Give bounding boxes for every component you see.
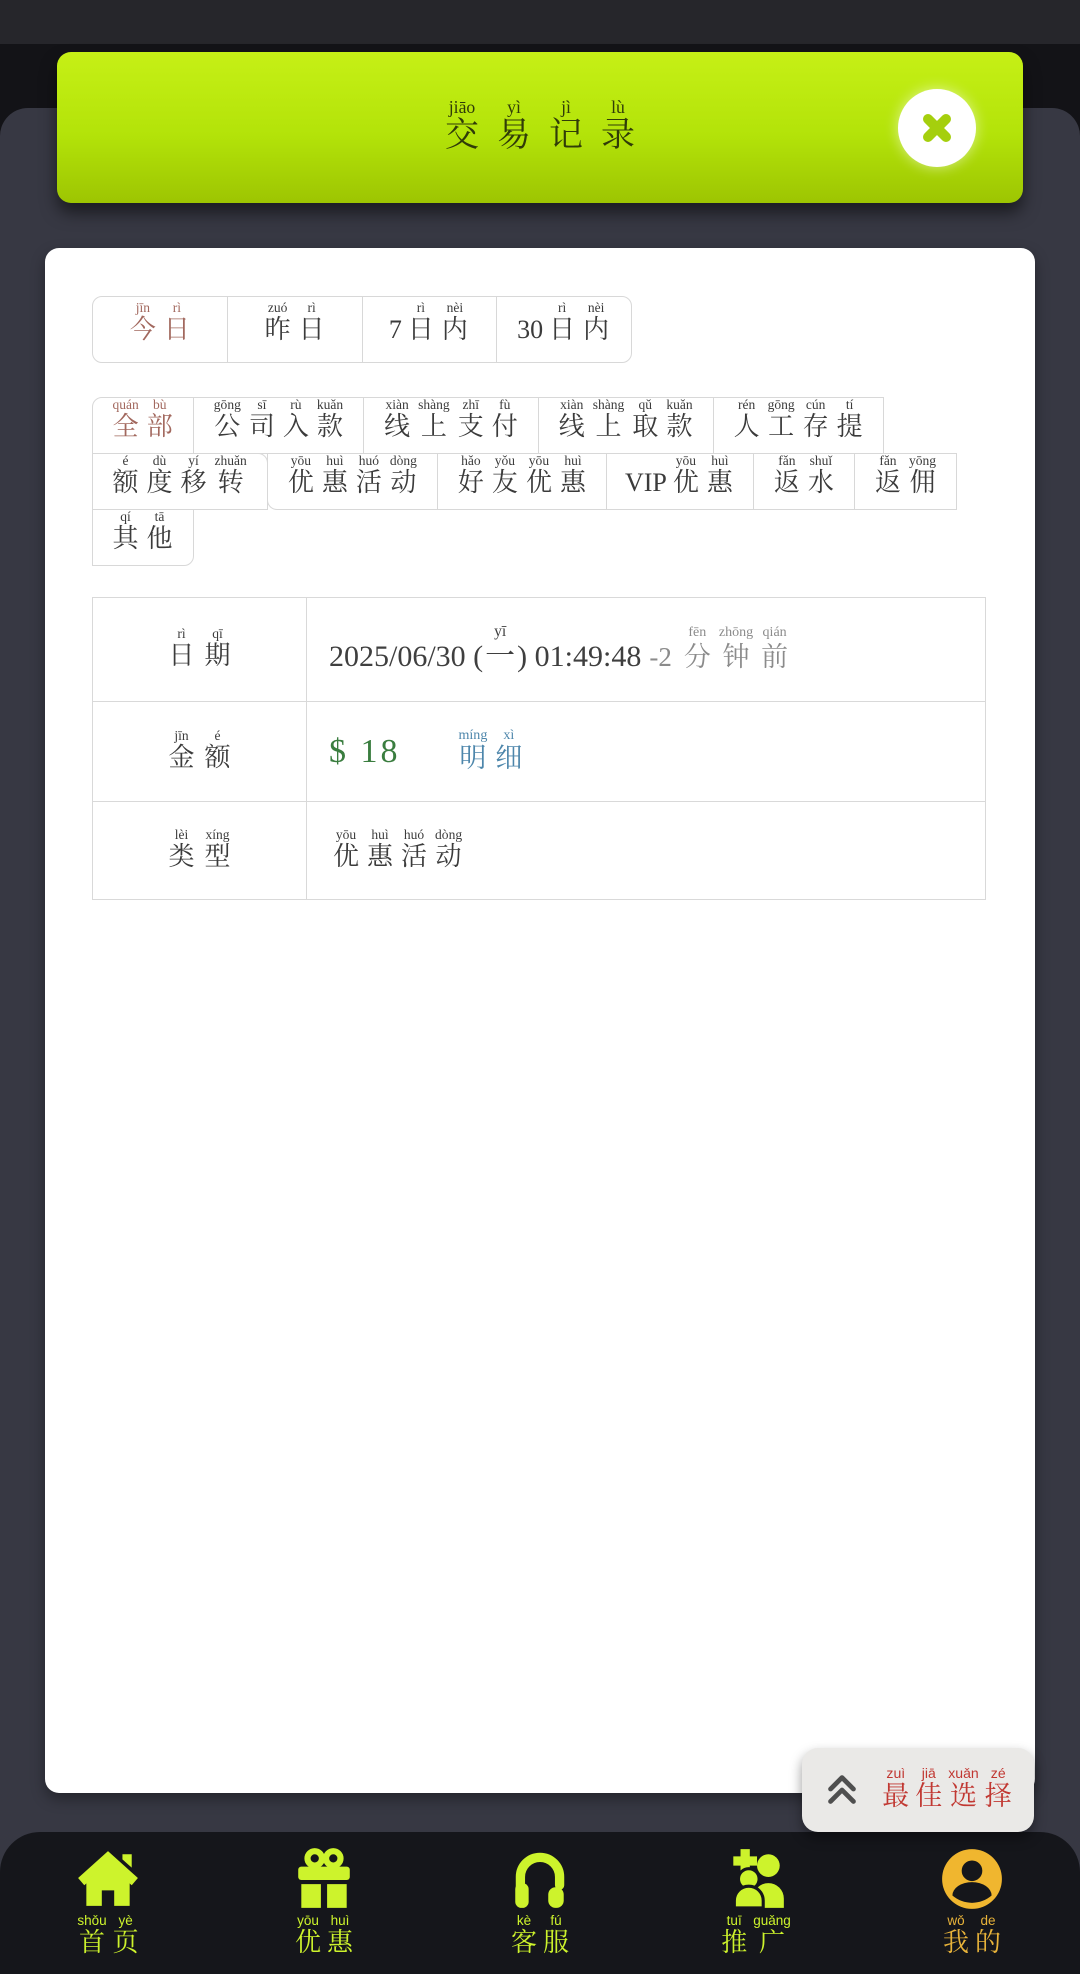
chevrons-up-icon <box>821 1769 863 1811</box>
minutes-ago-number: -2 <box>649 642 672 672</box>
nav-item-support[interactable] <box>432 1848 648 1959</box>
modal-title: 交jiāo易yì记jì录lù <box>445 97 635 154</box>
nav-item-home[interactable] <box>0 1848 216 1959</box>
tab-all[interactable]: 全quán部bù <box>92 397 194 454</box>
headset-icon <box>507 1848 573 1910</box>
type-value-cell <box>307 802 985 899</box>
tab-online-payment[interactable]: 线xiàn上shàng支zhī付fù <box>363 397 539 454</box>
home-icon <box>75 1848 141 1910</box>
table-row-date <box>93 598 985 701</box>
gift-icon <box>291 1848 357 1910</box>
tab-other[interactable]: 其qí他tā <box>92 509 194 566</box>
tab-rebate[interactable]: 返fǎn水shuǐ <box>753 453 855 510</box>
date-weekday: 一yī <box>485 623 516 673</box>
profile-icon <box>939 1848 1005 1910</box>
table-row-type <box>93 801 985 899</box>
type-value: 优yōu惠huì活huó动dòng <box>333 827 463 871</box>
table-row-amount <box>93 701 985 801</box>
close-icon <box>915 106 959 150</box>
amount-label: 金jīn 额é <box>93 702 307 801</box>
tab-commission[interactable]: 返fǎn佣yōng <box>854 453 957 510</box>
tab-vip-bonus[interactable]: VIP 优yōu惠huì <box>606 453 754 510</box>
date-time-text: ) 01:49:48 <box>517 640 642 673</box>
tab-promo-activity[interactable]: 优yōu惠huì活huó动dòng <box>267 453 438 510</box>
tab-online-withdrawal[interactable]: 线xiàn上shàng取qǔ款kuǎn <box>538 397 714 454</box>
nav-item-referral[interactable] <box>648 1848 864 1959</box>
nav-label-referral: 推tuī广guǎng <box>721 1912 791 1957</box>
modal-header <box>57 52 1023 203</box>
back-to-top-label: 最zuì佳jiā选xuǎn择zé <box>882 1765 1012 1811</box>
tab-company-deposit[interactable]: 公gōng司sī入rù款kuǎn <box>193 397 364 454</box>
nav-label-promotions: 优yōu惠huì <box>294 1912 354 1957</box>
minutes-ago-text: 分fēn钟zhōng前qián <box>683 624 789 672</box>
nav-item-profile[interactable] <box>864 1848 1080 1959</box>
status-bar-strip <box>0 0 1080 44</box>
nav-label-profile: 我wǒ的de <box>942 1912 1002 1957</box>
amount-value-cell <box>307 702 985 801</box>
back-to-top-button[interactable] <box>802 1748 1034 1832</box>
tab-manual-deposit-withdraw[interactable]: 人rén工gōng存cún提tí <box>713 397 884 454</box>
tab-yesterday[interactable]: 昨zuó日rì <box>227 297 362 362</box>
date-value <box>307 598 985 701</box>
tab-friend-bonus[interactable]: 好hǎo友yǒu优yōu惠huì <box>437 453 607 510</box>
type-label: 类lèi 型xíng <box>93 802 307 899</box>
tab-30-days[interactable]: 30 日rì内nèi <box>496 297 631 362</box>
tab-credit-transfer[interactable]: 额é度dù移yí转zhuǎn <box>92 453 268 510</box>
bottom-nav <box>0 1832 1080 1974</box>
date-range-tabs <box>92 296 632 363</box>
nav-item-promotions[interactable] <box>216 1848 432 1959</box>
date-text: 2025/06/30 ( <box>329 640 484 673</box>
nav-label-support: 客kè服fú <box>510 1912 570 1957</box>
close-button[interactable] <box>898 89 976 167</box>
transactions-panel <box>45 248 1035 1793</box>
add-friends-icon <box>723 1848 789 1910</box>
detail-link[interactable]: 明míng细xì <box>458 727 523 773</box>
record-table <box>92 597 986 900</box>
date-label: 日rì 期qī <box>93 598 307 701</box>
nav-label-home: 首shǒu页yè <box>77 1912 139 1957</box>
tab-today[interactable]: 今jīn日rì <box>129 300 190 344</box>
tab-7-days[interactable]: 7 日rì内nèi <box>362 297 497 362</box>
amount-value: $ 18 <box>329 732 401 770</box>
category-tabs <box>92 397 992 565</box>
